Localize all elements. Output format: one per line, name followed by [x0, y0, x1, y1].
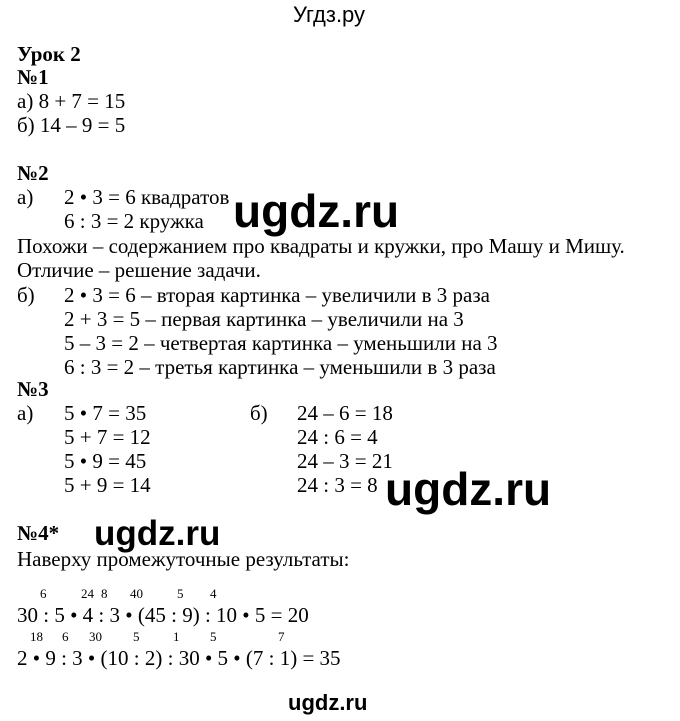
task4-title: №4* [17, 521, 60, 545]
task2-b-line: 5 – 3 = 2 – четвертая картинка – уменьшили на 3 [64, 331, 498, 355]
task2-a-line: 6 : 3 = 2 кружка [64, 209, 204, 233]
task2-a-label: а) [17, 185, 34, 209]
intermediate-result: 1 [173, 629, 180, 644]
task1-line: б) 14 – 9 = 5 [17, 113, 126, 137]
intermediate-result: 30 [89, 629, 102, 644]
task4-expression-2: 2 • 9 : 3 • (10 : 2) : 30 • 5 • (7 : 1) = 35 [17, 646, 341, 670]
task2-text-line: Отличие – решение задачи. [17, 258, 261, 282]
watermark: ugdz.ru [385, 463, 552, 515]
intermediate-result: 24 [81, 586, 94, 601]
task2-b-line: 6 : 3 = 2 – третья картинка – уменьшили в 3 раза [64, 355, 496, 379]
task3-b-line: 24 : 6 = 4 [297, 425, 378, 449]
header-watermark: Угдз.ру [293, 2, 366, 27]
task3-a-label: а) [17, 401, 34, 425]
intermediate-result: 6 [40, 586, 47, 601]
task2-b-label: б) [17, 283, 35, 307]
intermediate-result: 18 [30, 629, 43, 644]
task3-title: №3 [17, 377, 49, 401]
task2-b-line: 2 + 3 = 5 – первая картинка – увеличили на 3 [64, 307, 464, 331]
task2-a-line: 2 • 3 = 6 квадратов [64, 185, 230, 209]
task3-b-line: 24 – 3 = 21 [297, 449, 393, 473]
task2-text-line: Похожи – содержанием про квадраты и кружки, про Машу и Мишу. [17, 234, 625, 258]
intermediate-result: 40 [130, 586, 143, 601]
task2-b-line: 2 • 3 = 6 – вторая картинка – увеличили в 3 раза [64, 283, 490, 307]
lesson-title: Урок 2 [17, 42, 81, 66]
task3-a-line: 5 • 9 = 45 [64, 449, 147, 473]
task3-b-line: 24 : 3 = 8 [297, 473, 378, 497]
intermediate-result: 5 [133, 629, 140, 644]
task1-title: №1 [17, 65, 49, 89]
watermark: ugdz.ru [233, 185, 400, 237]
task4-intro: Наверху промежуточные результаты: [17, 547, 350, 571]
intermediate-result: 5 [210, 629, 217, 644]
intermediate-result: 7 [278, 629, 285, 644]
intermediate-result: 5 [177, 586, 184, 601]
task3-a-line: 5 • 7 = 35 [64, 401, 147, 425]
task2-title: №2 [17, 161, 49, 185]
task3-a-line: 5 + 9 = 14 [64, 473, 151, 497]
task3-b-label: б) [250, 401, 268, 425]
task1-line: а) 8 + 7 = 15 [17, 89, 126, 113]
intermediate-result: 8 [101, 586, 108, 601]
intermediate-result: 6 [62, 629, 69, 644]
task3-b-line: 24 – 6 = 18 [297, 401, 393, 425]
intermediate-result: 4 [210, 586, 217, 601]
task4-expression-1: 30 : 5 • 4 : 3 • (45 : 9) : 10 • 5 = 20 [17, 603, 309, 627]
watermark: ugdz.ru [94, 514, 221, 553]
footer-watermark: ugdz.ru [288, 690, 368, 715]
task3-a-line: 5 + 7 = 12 [64, 425, 151, 449]
